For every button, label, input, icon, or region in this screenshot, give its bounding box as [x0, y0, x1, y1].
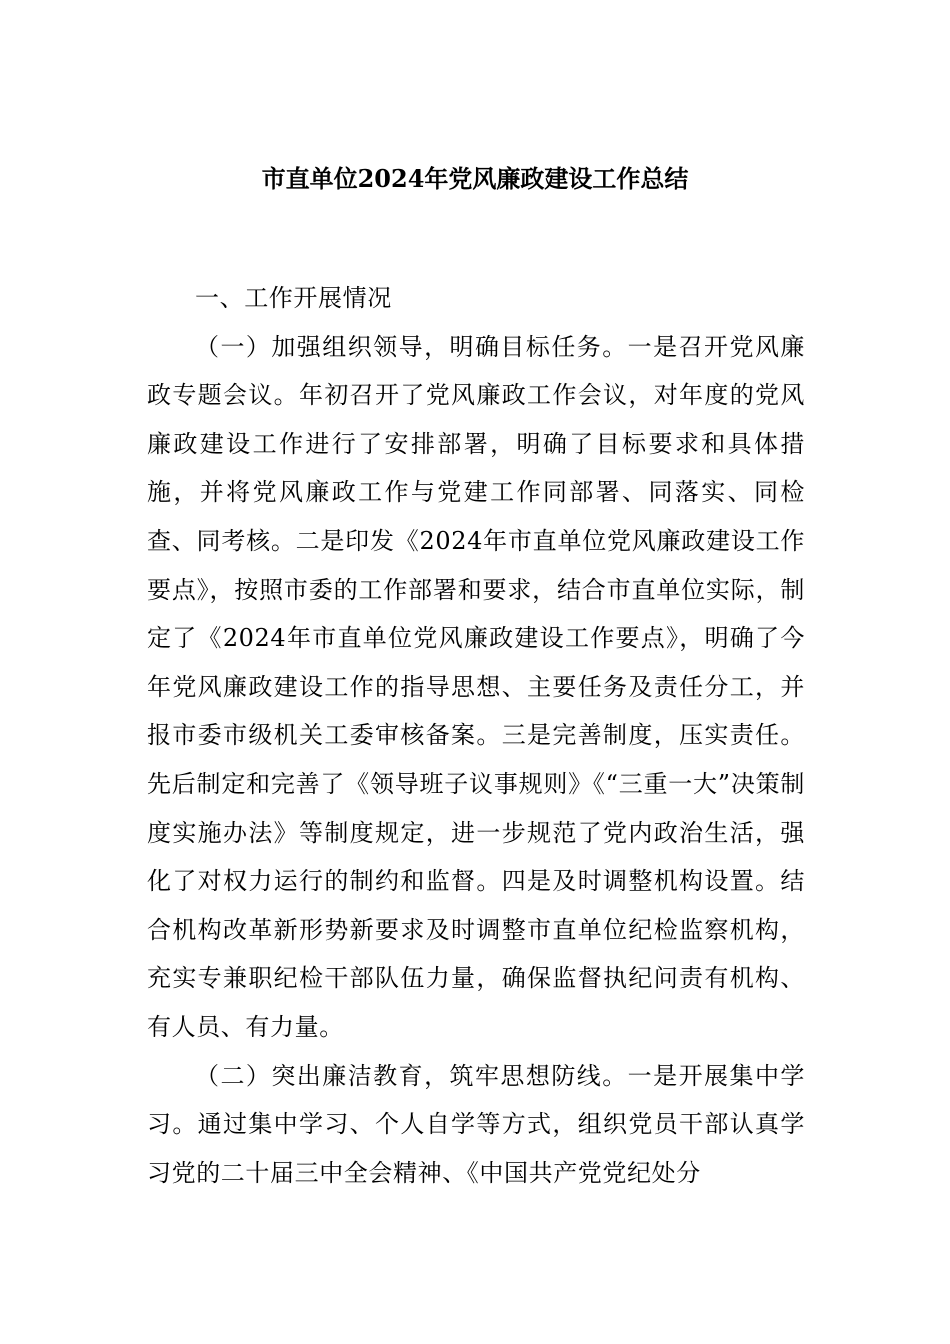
document-body [147, 274, 805, 1197]
paragraph-organization-leadership: （一）加强组织领导，明确目标任务。一是召开党风廉政专题会议。年初召开了党风廉政工作会议，对年度的党风廉政建设工作进行了安排部署，明确了目标要求和具体措施，并将党风廉政工作与党建工作同部署、同落实、同检查、同考核。二是印发《2024年市直单位党风廉政建设工作要点》，按照市委的工作部署和要求，结合市直单位实际，制定了《2024年市直单位党风廉政建设工作要点》，明确了今年党风廉政建设工作的指导思想、主要任务及责任分工，并报市委市级机关工委审核备案。三是完善制度，压实责任。先后制定和完善了《领导班子议事规则》《“三重一大”决策制度实施办法》等制度规定，进一步规范了党内政治生活，强化了对权力运行的制约和监督。四是及时调整机构设置。结合机构改革新形势新要求及时调整市直单位纪检监察机构，充实专兼职纪检干部队伍力量，确保监督执纪问责有机构、有人员、有力量。 [147, 332, 805, 1041]
paragraph-integrity-education: （二）突出廉洁教育，筑牢思想防线。一是开展集中学习。通过集中学习、个人自学等方式，组织党员干部认真学习党的二十届三中全会精神、《中国共产党党纪处分 [147, 1061, 805, 1187]
document-title: 市直单位2024年党风廉政建设工作总结 [261, 164, 689, 193]
section-heading: 一、工作开展情况 [195, 284, 392, 312]
